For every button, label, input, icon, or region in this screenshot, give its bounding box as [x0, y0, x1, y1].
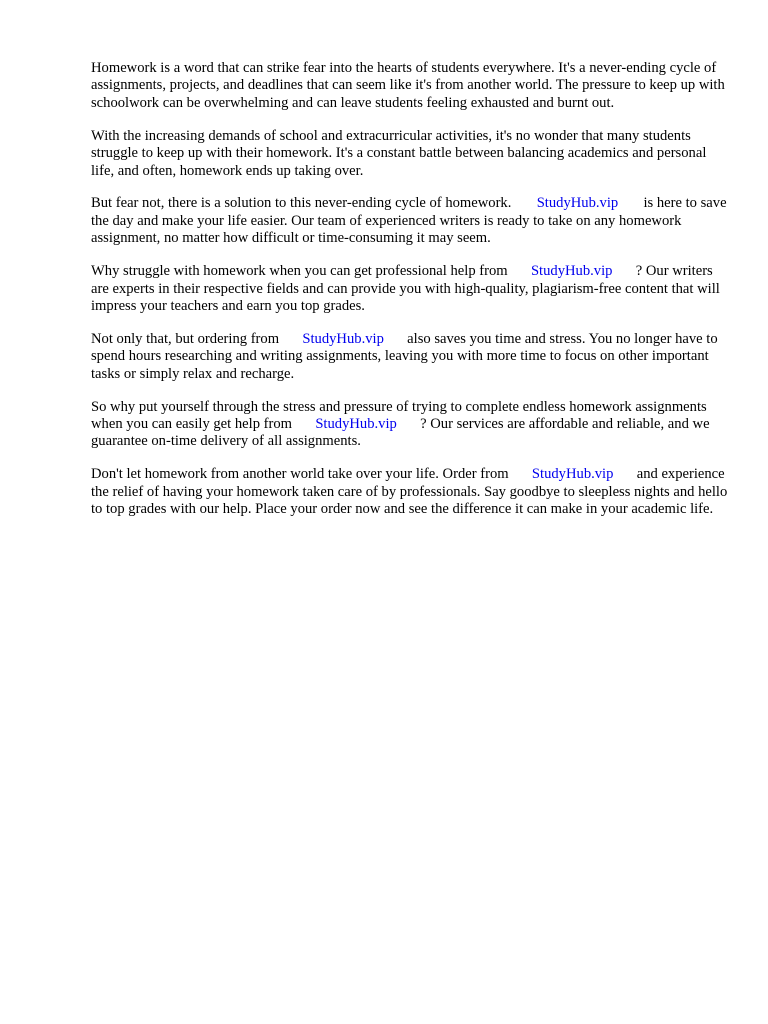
paragraph-text-after: also saves you time and stress. You no longer have to spend hours researching and writing assignments, leaving you with more time to focus on other important tasks or simply relax and recharge. [91, 330, 718, 382]
studyhub-link[interactable]: StudyHub.vip [302, 330, 384, 347]
document-body [91, 60, 731, 534]
paragraph-text-before: Not only that, but ordering from [91, 330, 280, 347]
paragraph-text-before: Don't let homework from another world take over your life. Order from [91, 466, 509, 483]
studyhub-link[interactable]: StudyHub.vip [530, 263, 613, 280]
paragraph-order-now [91, 466, 731, 518]
paragraph-demands: With the increasing demands of school and extracurricular activities, it's no wonder that many students struggle to keep up with their homework. It's a constant battle between balancing academics and personal life, and often, homework ends up taking over. [91, 127, 707, 179]
paragraph-text-after: is here to save the day and make your life easier. Our team of experienced writers is ready to take on any homework assignment, no matter how difficult or time-consuming it may seem. [91, 195, 727, 247]
paragraph-solution [91, 195, 731, 247]
paragraph-text-after: ? Our writers are experts in their respective fields and can provide you with high-quality, plagiarism-free content that will impress your teachers and earn you top grades. [91, 263, 720, 314]
studyhub-link[interactable]: StudyHub.vip [536, 195, 619, 212]
paragraph-stress [91, 399, 731, 451]
paragraph-text-after: and experience the relief of having your homework taken care of by professionals. Say goodbye to sleepless nights and hello to top grades with our help. Place your order now and see the difference it can make in your academic life. [91, 466, 728, 518]
paragraph-text-after: ? Our services are affordable and reliable, and we guarantee on-time delivery of all assignments. [91, 416, 710, 450]
paragraph-saves-time [91, 331, 731, 383]
paragraph-text-before: Why struggle with homework when you can get professional help from [91, 263, 508, 280]
paragraph-professional-help [91, 263, 731, 315]
paragraph-text-before: So why put yourself through the stress and pressure of trying to complete endless homework assignments when you can easily get help from [91, 398, 707, 432]
paragraph-intro: Homework is a word that can strike fear into the hearts of students everywhere. It's a never-ending cycle of assignments, projects, and deadlines that can seem like it's from another world. The pressure to keep up with schoolwork can be overwhelming and can leave students feeling exhausted and burnt out. [91, 60, 725, 111]
studyhub-link[interactable]: StudyHub.vip [531, 466, 614, 483]
paragraph-text-before: But fear not, there is a solution to this never-ending cycle of homework. [91, 195, 512, 212]
studyhub-link[interactable]: StudyHub.vip [315, 416, 397, 432]
